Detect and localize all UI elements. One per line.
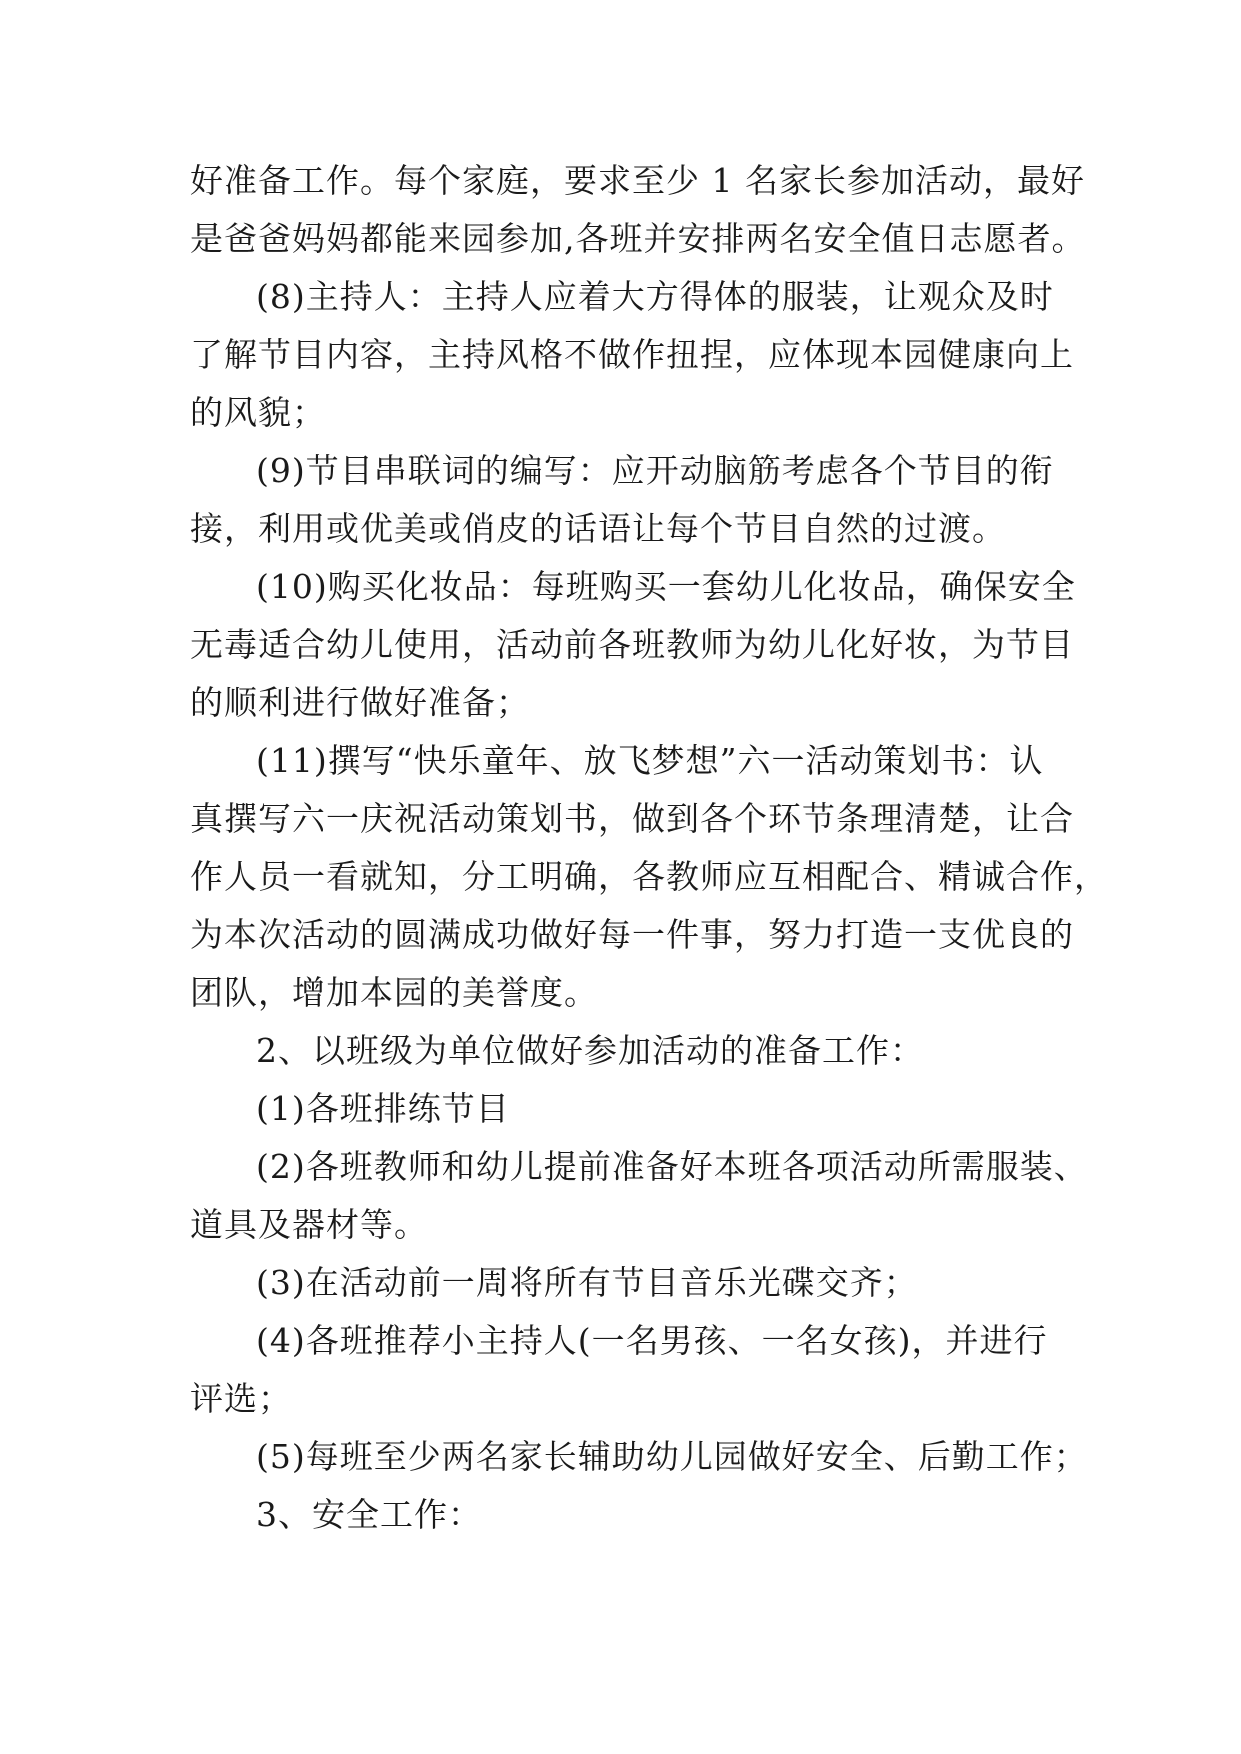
text-line: (1)各班排练节目 bbox=[256, 1089, 510, 1128]
text-line: 的风貌； bbox=[190, 393, 326, 432]
document-body bbox=[190, 152, 1108, 1544]
text-line: (11)撰写“快乐童年、放飞梦想”六一活动策划书：认 bbox=[256, 741, 1044, 780]
text-line: 无毒适合幼儿使用，活动前各班教师为幼儿化好妆，为节目 bbox=[190, 625, 1074, 664]
text-line: 道具及器材等。 bbox=[190, 1205, 428, 1244]
text-line: 的顺利进行做好准备； bbox=[190, 683, 530, 722]
text-line: (8)主持人：主持人应着大方得体的服装，让观众及时 bbox=[256, 277, 1054, 316]
text-line: 团队，增加本园的美誉度。 bbox=[190, 973, 598, 1012]
text-line: 作人员一看就知，分工明确，各教师应互相配合、精诚合作， bbox=[190, 857, 1108, 896]
text-line: 接，利用或优美或俏皮的话语让每个节目自然的过渡。 bbox=[190, 509, 1006, 548]
text-line: (4)各班推荐小主持人(一名男孩、一名女孩)，并进行 bbox=[256, 1321, 1048, 1360]
text-line: 好准备工作。每个家庭，要求至少 1 名家长参加活动，最好 bbox=[190, 161, 1085, 200]
text-line: 是爸爸妈妈都能来园参加,各班并安排两名安全值日志愿者。 bbox=[190, 219, 1086, 258]
text-line: 了解节目内容，主持风格不做作扭捏，应体现本园健康向上 bbox=[190, 335, 1074, 374]
text-line: (10)购买化妆品：每班购买一套幼儿化妆品，确保安全 bbox=[256, 567, 1076, 606]
text-line: (9)节目串联词的编写：应开动脑筋考虑各个节目的衔 bbox=[256, 451, 1054, 490]
text-line: 3、安全工作： bbox=[256, 1495, 482, 1534]
text-line: 2、以班级为单位做好参加活动的准备工作： bbox=[256, 1031, 924, 1070]
text-line: 为本次活动的圆满成功做好每一件事，努力打造一支优良的 bbox=[190, 915, 1074, 954]
text-line: (5)每班至少两名家长辅助幼儿园做好安全、后勤工作； bbox=[256, 1437, 1088, 1476]
text-line: 评选； bbox=[190, 1379, 292, 1418]
text-line: (2)各班教师和幼儿提前准备好本班各项活动所需服装、 bbox=[256, 1147, 1088, 1186]
text-line: (3)在活动前一周将所有节目音乐光碟交齐； bbox=[256, 1263, 918, 1302]
text-line: 真撰写六一庆祝活动策划书，做到各个环节条理清楚，让合 bbox=[190, 799, 1074, 838]
